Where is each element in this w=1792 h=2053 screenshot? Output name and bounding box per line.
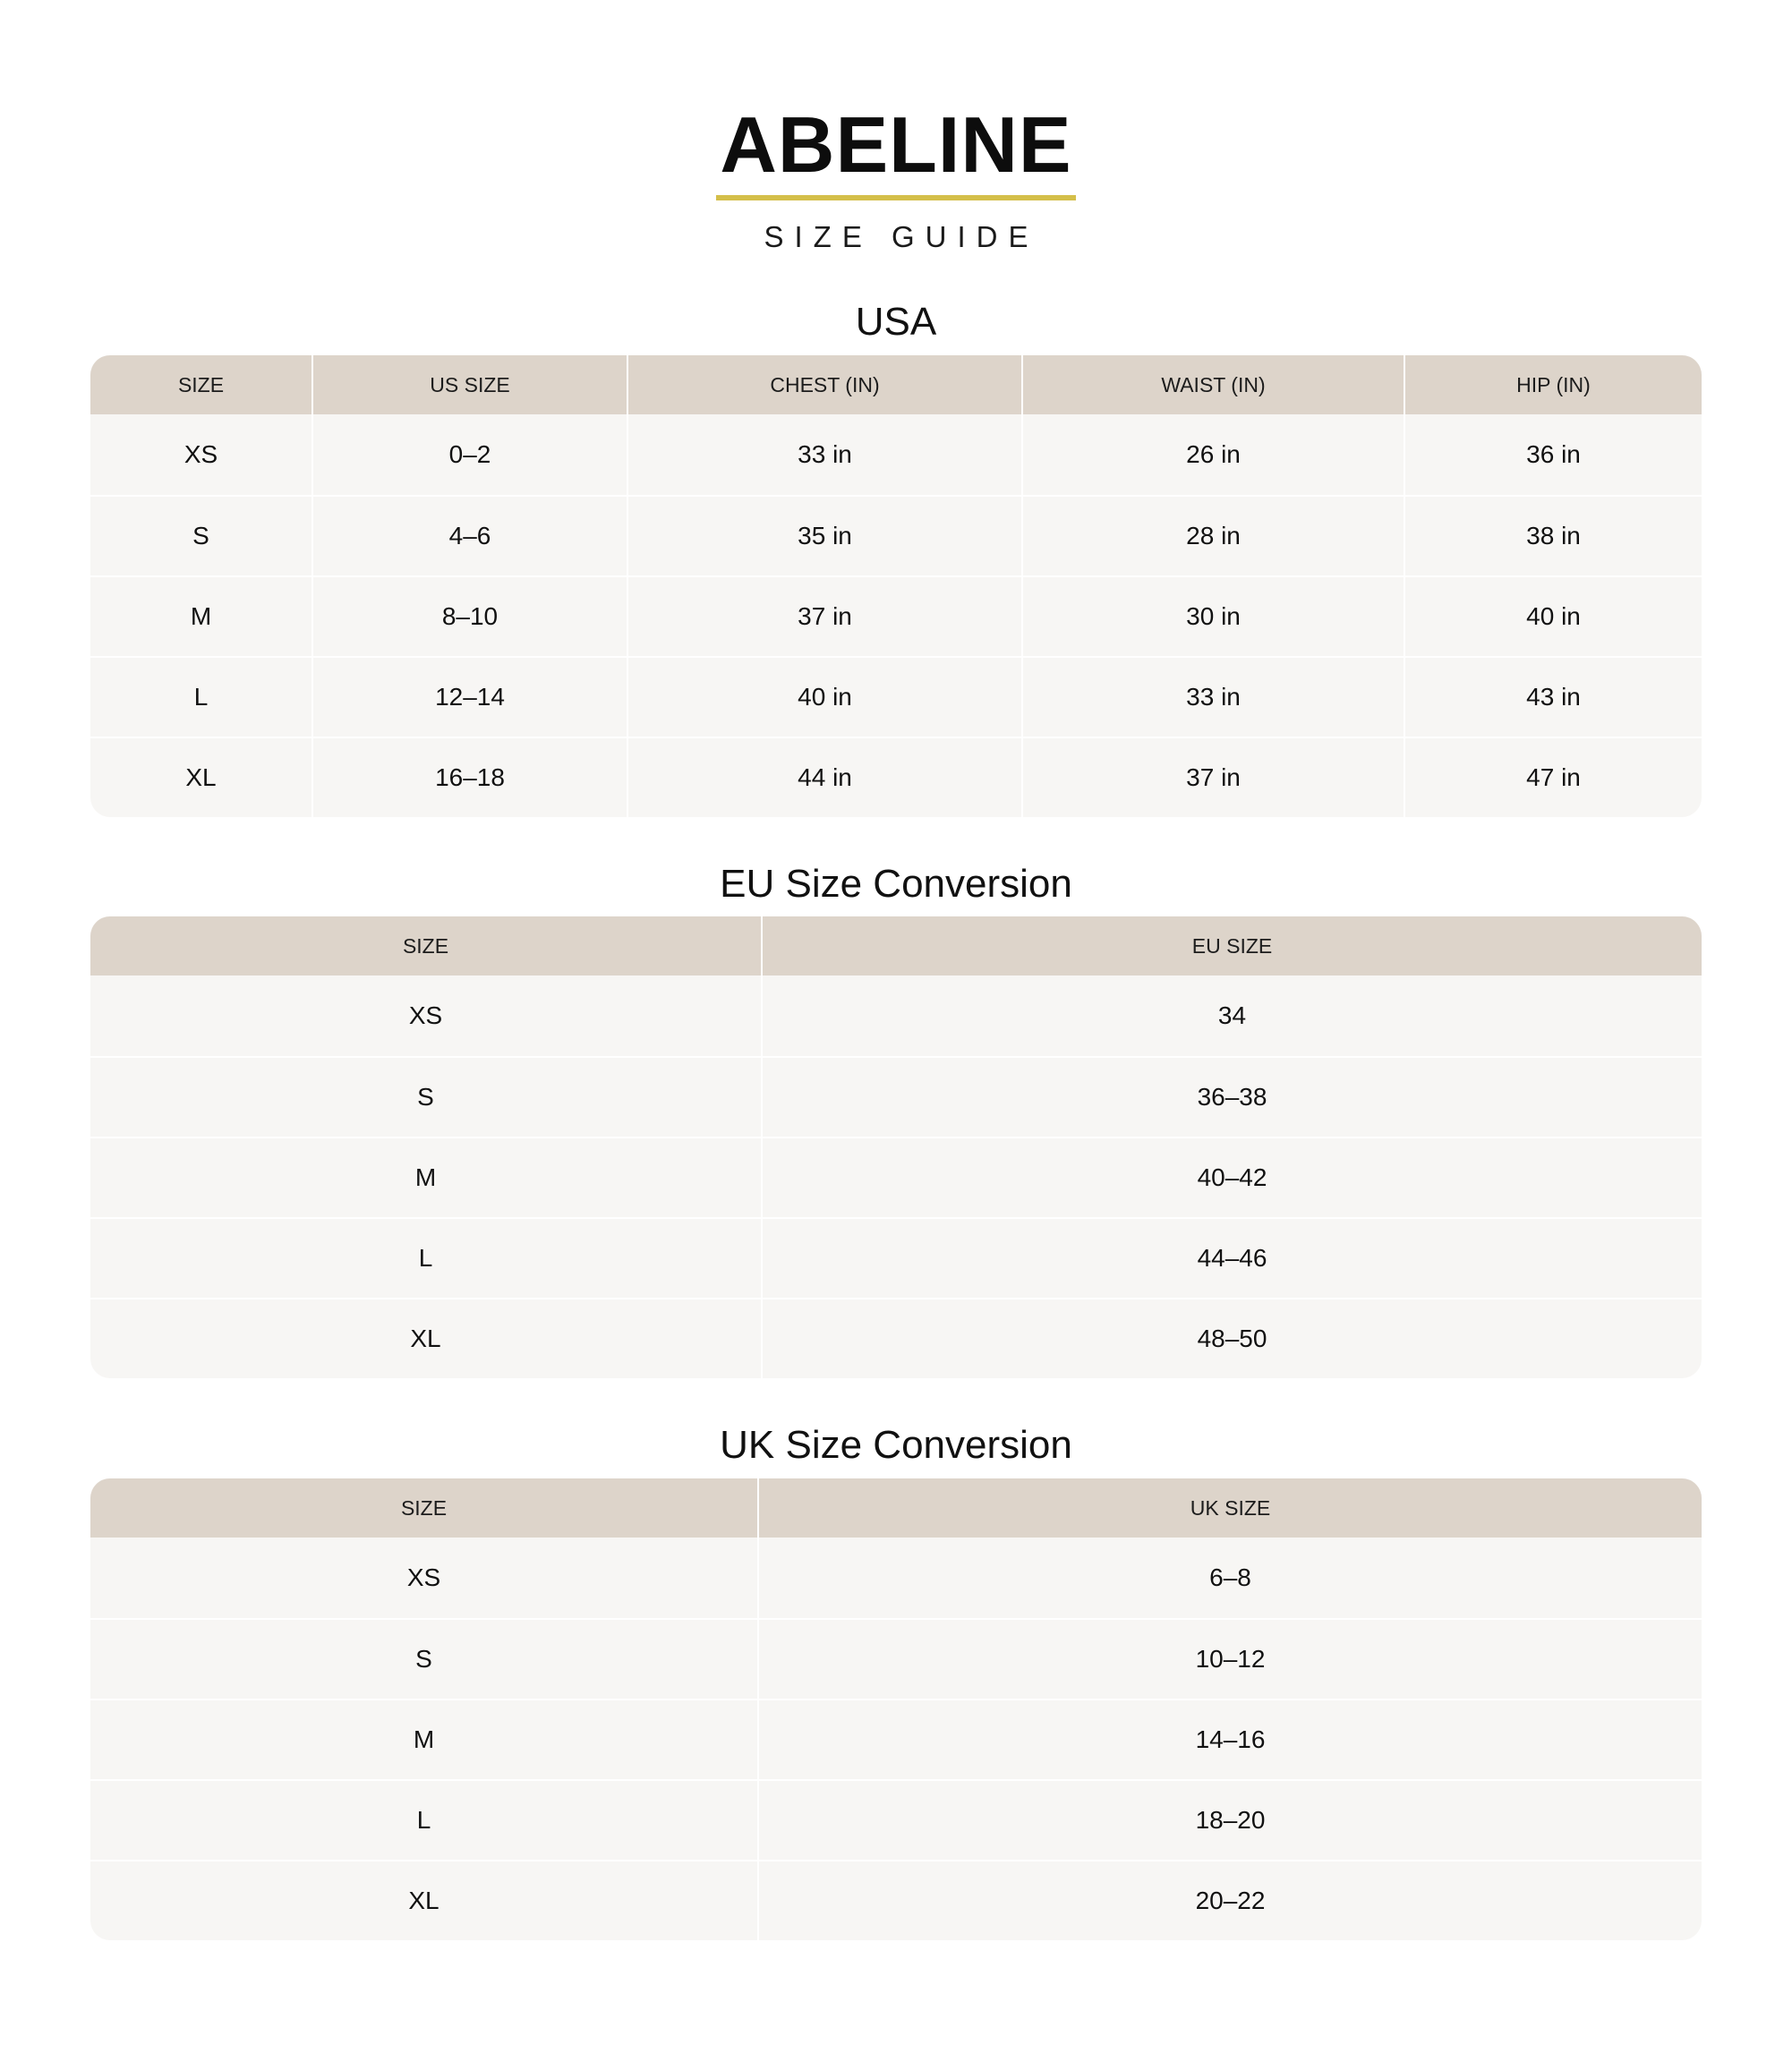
- table-cell: M: [90, 577, 313, 656]
- table-row: [90, 495, 1702, 575]
- table-cell: 37 in: [628, 577, 1023, 656]
- table-cell: S: [90, 1058, 763, 1137]
- table-row: [90, 1217, 1702, 1298]
- column-header: WAIST (IN): [1023, 355, 1405, 414]
- table-cell: 40–42: [1197, 1163, 1267, 1191]
- table-cell: XS: [90, 414, 313, 495]
- table-cell: XL: [90, 1861, 759, 1940]
- column-header: US SIZE: [313, 355, 628, 414]
- table-cell: 26 in: [1023, 414, 1405, 495]
- eu-size-table: [90, 916, 1702, 1378]
- table-cell: 33 in: [628, 414, 1023, 495]
- table-body: [90, 975, 1702, 1378]
- table-cell: 38 in: [1526, 522, 1581, 549]
- column-header: CHEST (IN): [628, 355, 1023, 414]
- table-row: [90, 656, 1702, 737]
- table-row: [90, 575, 1702, 656]
- table-cell: 35 in: [628, 497, 1023, 575]
- table-row: [90, 414, 1702, 495]
- column-header: SIZE: [90, 355, 313, 414]
- table-row: [90, 1860, 1702, 1940]
- column-header: HIP (IN): [1516, 372, 1591, 396]
- table-cell: 16–18: [313, 738, 628, 817]
- table-cell: 14–16: [1195, 1725, 1266, 1753]
- table-cell: 20–22: [1195, 1887, 1266, 1914]
- table-header-row: [90, 916, 1702, 975]
- table-cell: S: [90, 497, 313, 575]
- uk-size-table: [90, 1478, 1702, 1940]
- table-cell: XS: [90, 975, 763, 1056]
- table-cell: 44 in: [628, 738, 1023, 817]
- table-cell: 48–50: [1197, 1325, 1267, 1352]
- table-cell: 40 in: [628, 658, 1023, 737]
- table-row: [90, 737, 1702, 817]
- table-cell: 8–10: [313, 577, 628, 656]
- table-cell: 18–20: [1195, 1806, 1266, 1834]
- table-cell: 28 in: [1023, 497, 1405, 575]
- page-subtitle: SIZE GUIDE: [764, 220, 1039, 253]
- table-cell: 30 in: [1023, 577, 1405, 656]
- table-cell: M: [90, 1700, 759, 1779]
- table-header-row: [90, 355, 1702, 414]
- table-cell: 36–38: [1197, 1083, 1267, 1111]
- table-cell: 33 in: [1023, 658, 1405, 737]
- table-cell: 47 in: [1526, 763, 1581, 791]
- table-cell: 36 in: [1526, 440, 1581, 468]
- table-cell: M: [90, 1138, 763, 1217]
- table-row: [90, 1538, 1702, 1618]
- table-row: [90, 1056, 1702, 1137]
- table-cell: 12–14: [313, 658, 628, 737]
- table-cell: 10–12: [1195, 1645, 1266, 1673]
- table-row: [90, 1699, 1702, 1779]
- table-cell: 6–8: [1209, 1563, 1251, 1591]
- column-header: SIZE: [90, 916, 763, 975]
- eu-section-title: EU Size Conversion: [720, 862, 1072, 906]
- table-row: [90, 1298, 1702, 1378]
- table-cell: L: [90, 658, 313, 737]
- table-cell: L: [90, 1781, 759, 1860]
- uk-section-title: UK Size Conversion: [720, 1423, 1072, 1467]
- table-cell: S: [90, 1620, 759, 1699]
- column-header: EU SIZE: [1191, 933, 1273, 958]
- column-header: SIZE: [90, 1478, 759, 1538]
- page-header: [0, 100, 1792, 254]
- table-cell: 4–6: [313, 497, 628, 575]
- table-row: [90, 975, 1702, 1056]
- usa-size-table: [90, 355, 1702, 817]
- table-cell: L: [90, 1219, 763, 1298]
- table-cell: XL: [90, 738, 313, 817]
- table-body: [90, 414, 1702, 817]
- table-header-row: [90, 1478, 1702, 1538]
- table-cell: 37 in: [1023, 738, 1405, 817]
- usa-section-title: USA: [855, 300, 937, 344]
- column-header: UK SIZE: [1190, 1495, 1271, 1520]
- table-cell: XL: [90, 1299, 763, 1378]
- brand-logo: ABELINE: [716, 106, 1075, 200]
- table-cell: 40 in: [1526, 602, 1581, 630]
- table-cell: 0–2: [313, 414, 628, 495]
- table-row: [90, 1137, 1702, 1217]
- table-cell: 43 in: [1526, 683, 1581, 711]
- table-cell: 34: [1217, 1001, 1247, 1029]
- table-cell: XS: [90, 1538, 759, 1618]
- table-body: [90, 1538, 1702, 1940]
- table-row: [90, 1779, 1702, 1860]
- table-cell: 44–46: [1197, 1244, 1267, 1272]
- table-row: [90, 1618, 1702, 1699]
